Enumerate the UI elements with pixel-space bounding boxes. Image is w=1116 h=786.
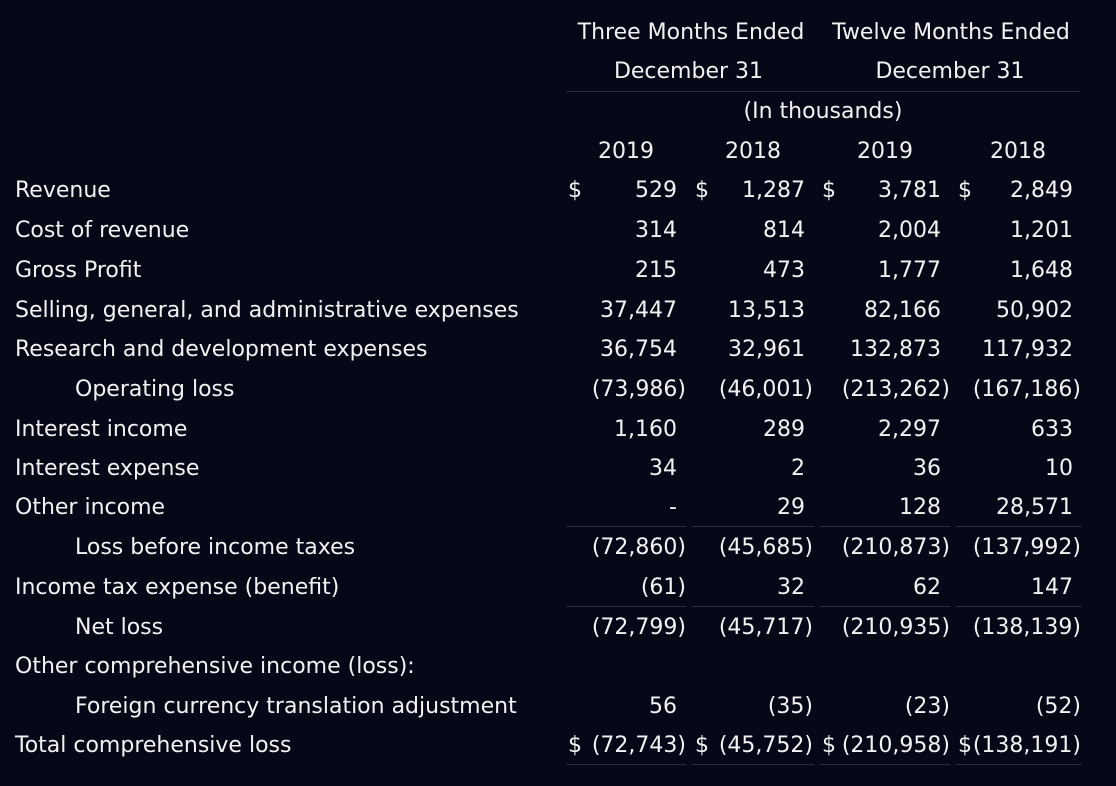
value-cell: 28,571 — [996, 495, 1073, 520]
currency-symbol: $ — [695, 733, 709, 758]
value-cell: 128 — [899, 495, 941, 520]
value-cell: (167,186) — [972, 377, 1081, 402]
value-cell: - — [669, 495, 677, 520]
value-cell: 13,513 — [728, 298, 805, 323]
value-cell: 1,648 — [1010, 258, 1073, 283]
row-label: Cost of revenue — [15, 218, 190, 243]
value-cell: (210,935) — [841, 615, 950, 640]
row-label: Research and development expenses — [15, 337, 428, 362]
row-label: Net loss — [75, 615, 164, 640]
currency-symbol: $ — [958, 178, 972, 203]
value-cell: (45,717) — [718, 615, 813, 640]
total-rule — [566, 606, 686, 607]
value-cell: 633 — [1031, 417, 1073, 442]
value-cell: 1,201 — [1010, 218, 1073, 243]
value-cell: 32 — [777, 575, 805, 600]
value-cell: (138,191) — [972, 733, 1081, 758]
value-cell: 147 — [1031, 575, 1073, 600]
header-year: 2019 — [857, 139, 913, 164]
currency-symbol: $ — [568, 178, 582, 203]
header-units: (In thousands) — [743, 99, 903, 124]
value-cell: 814 — [763, 218, 805, 243]
header-twelve-months: Twelve Months Ended — [832, 20, 1070, 45]
value-cell: 34 — [649, 456, 677, 481]
value-cell: 1,160 — [614, 417, 677, 442]
value-cell: 215 — [635, 258, 677, 283]
value-cell: (72,860) — [591, 535, 686, 560]
value-cell: 36,754 — [600, 337, 677, 362]
value-cell: 529 — [635, 178, 677, 203]
value-cell: (52) — [1035, 694, 1081, 719]
value-cell: (213,262) — [841, 377, 950, 402]
value-cell: (210,873) — [841, 535, 950, 560]
row-label: Interest expense — [15, 456, 200, 481]
total-rule — [820, 764, 950, 765]
value-cell: 50,902 — [996, 298, 1073, 323]
value-cell: 82,166 — [864, 298, 941, 323]
header-date-twelve: December 31 — [875, 59, 1025, 84]
currency-symbol: $ — [958, 733, 972, 758]
value-cell: (46,001) — [718, 377, 813, 402]
currency-symbol: $ — [822, 178, 836, 203]
value-cell: 32,961 — [728, 337, 805, 362]
total-rule — [692, 526, 814, 527]
value-cell: (72,743) — [591, 733, 686, 758]
currency-symbol: $ — [822, 733, 836, 758]
row-label: Operating loss — [75, 377, 235, 402]
header-date-three: December 31 — [613, 59, 764, 84]
value-cell: 36 — [913, 456, 941, 481]
value-cell: 2,297 — [878, 417, 941, 442]
row-label: Revenue — [15, 178, 111, 203]
value-cell: 117,932 — [982, 337, 1073, 362]
value-cell: (45,685) — [718, 535, 813, 560]
value-cell: (45,752) — [718, 733, 813, 758]
row-label: Income tax expense (benefit) — [15, 575, 340, 600]
header-year: 2019 — [598, 139, 654, 164]
value-cell: (210,958) — [841, 733, 950, 758]
total-rule — [566, 764, 686, 765]
total-rule — [566, 526, 686, 527]
value-cell: 62 — [913, 575, 941, 600]
row-label: Other income — [15, 495, 166, 520]
header-year: 2018 — [990, 139, 1046, 164]
value-cell: 2,004 — [878, 218, 941, 243]
total-rule — [820, 526, 950, 527]
value-cell: (137,992) — [972, 535, 1081, 560]
value-cell: 10 — [1045, 456, 1073, 481]
value-cell: (73,986) — [591, 377, 686, 402]
value-cell: 3,781 — [878, 178, 941, 203]
value-cell: 37,447 — [600, 298, 677, 323]
header-year: 2018 — [725, 139, 781, 164]
total-rule — [692, 764, 814, 765]
value-cell: (72,799) — [591, 615, 686, 640]
row-label: Gross Profit — [15, 258, 142, 283]
value-cell: 56 — [649, 694, 677, 719]
total-rule — [956, 606, 1082, 607]
row-label: Loss before income taxes — [75, 535, 356, 560]
value-cell: 132,873 — [850, 337, 941, 362]
row-label: Other comprehensive income (loss): — [15, 654, 415, 679]
value-cell: (138,139) — [972, 615, 1081, 640]
currency-symbol: $ — [568, 733, 582, 758]
value-cell: 314 — [635, 218, 677, 243]
row-label: Interest income — [15, 417, 188, 442]
value-cell: 2,849 — [1010, 178, 1073, 203]
value-cell: 473 — [763, 258, 805, 283]
row-label: Foreign currency translation adjustment — [75, 694, 517, 719]
value-cell: 1,287 — [742, 178, 805, 203]
value-cell: 1,777 — [878, 258, 941, 283]
value-cell: (23) — [904, 694, 950, 719]
total-rule — [692, 606, 814, 607]
header-rule — [566, 91, 1080, 92]
value-cell: 29 — [777, 495, 805, 520]
value-cell: (35) — [767, 694, 813, 719]
total-rule — [956, 764, 1082, 765]
row-label: Selling, general, and administrative expenses — [15, 298, 519, 323]
value-cell: 289 — [763, 417, 805, 442]
total-rule — [956, 526, 1082, 527]
row-label: Total comprehensive loss — [15, 733, 292, 758]
value-cell: 2 — [791, 456, 805, 481]
currency-symbol: $ — [695, 178, 709, 203]
header-three-months: Three Months Ended — [577, 20, 805, 45]
total-rule — [820, 606, 950, 607]
value-cell: (61) — [640, 575, 686, 600]
